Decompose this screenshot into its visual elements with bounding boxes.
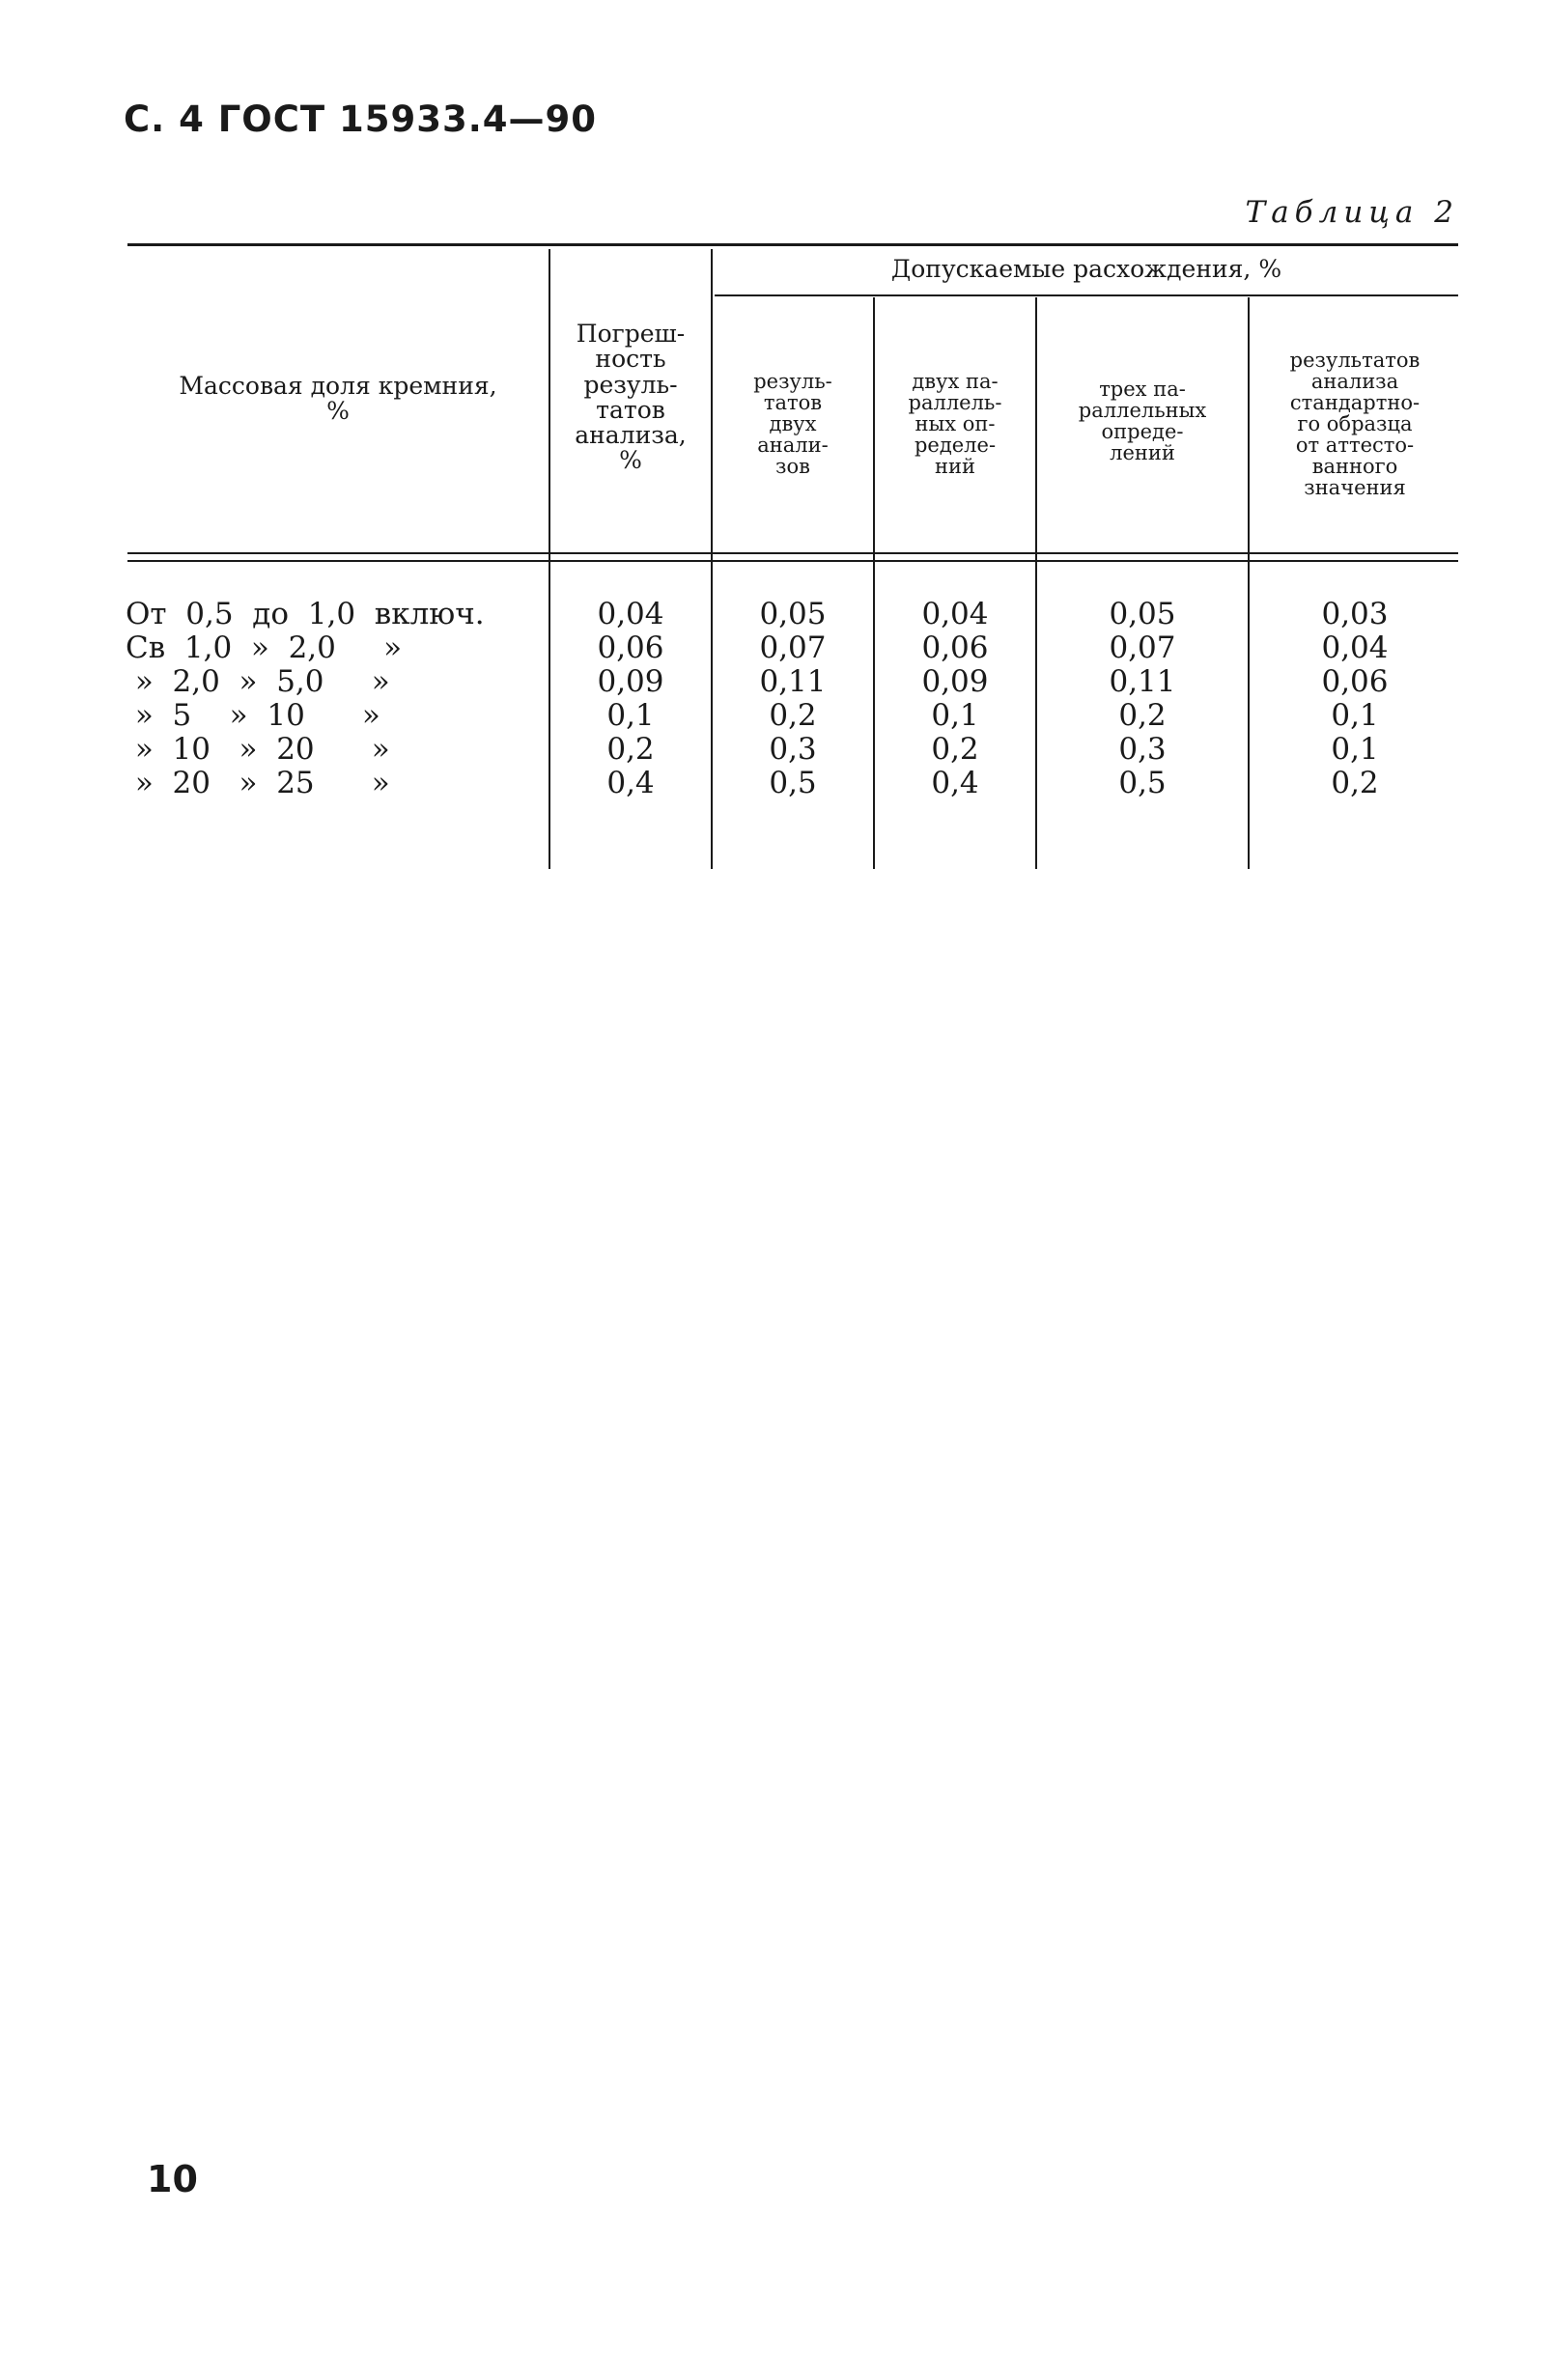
cell-standard-sample: 0,04 [1321,630,1389,665]
cell-two-analyses: 0,07 [759,630,827,665]
cell-error: 0,09 [597,664,664,699]
cell-two-analyses: 0,05 [759,597,827,631]
group-header-rule [715,294,1458,296]
cell-standard-sample: 0,2 [1331,766,1379,800]
row-range: » 20 » 25 » [126,766,390,800]
cell-two-parallel: 0,1 [931,698,979,733]
header-two-parallel: двух па- раллель- ных оп- ределе- ний [908,370,1002,479]
cell-two-analyses: 0,2 [769,698,817,733]
row-range: » 10 » 20 » [126,732,390,767]
header-mass-fraction: Массовая доля кремния, % [179,372,497,426]
cell-three-parallel: 0,11 [1109,664,1176,699]
table-row [0,766,1548,799]
page-header-title: С. 4 ГОСТ 15933.4—90 [124,98,598,140]
header-two-analyses: резуль- татов двух анали- зов [753,370,832,479]
cell-error: 0,06 [597,630,664,665]
header-standard-sample: результатов анализа стандартно- го образца от аттесто- ванного значения [1289,349,1421,500]
cell-error: 0,1 [606,698,655,733]
table-row [0,698,1548,732]
table-row [0,630,1548,664]
cell-two-parallel: 0,2 [931,732,979,767]
cell-standard-sample: 0,06 [1321,664,1389,699]
cell-two-parallel: 0,4 [931,766,979,800]
cell-standard-sample: 0,1 [1331,698,1379,733]
table-body [0,597,1548,799]
row-range: » 5 » 10 » [126,698,380,733]
header-three-parallel: трех па- раллельных опреде- лений [1078,378,1207,465]
cell-two-parallel: 0,04 [921,597,989,631]
row-range: Св 1,0 » 2,0 » [126,630,403,665]
table-row [0,732,1548,766]
header-bottom-rule-1 [127,552,1458,554]
cell-error: 0,2 [606,732,655,767]
cell-two-analyses: 0,11 [759,664,827,699]
page-number: 10 [147,2158,198,2200]
cell-two-analyses: 0,3 [769,732,817,767]
header-group-allowed-discrepancies: Допускаемые расхождения, % [890,255,1282,283]
cell-three-parallel: 0,2 [1118,698,1167,733]
cell-error: 0,04 [597,597,664,631]
cell-two-parallel: 0,09 [921,664,989,699]
cell-three-parallel: 0,3 [1118,732,1167,767]
cell-three-parallel: 0,05 [1109,597,1176,631]
header-bottom-rule-2 [127,560,1458,562]
cell-three-parallel: 0,07 [1109,630,1176,665]
cell-two-parallel: 0,06 [921,630,989,665]
row-range: » 2,0 » 5,0 » [126,664,390,699]
row-range: От 0,5 до 1,0 включ. [126,597,485,631]
table-row [0,664,1548,698]
cell-three-parallel: 0,5 [1118,766,1167,800]
table-row [0,597,1548,630]
cell-error: 0,4 [606,766,655,800]
cell-two-analyses: 0,5 [769,766,817,800]
table-caption: Таблица 2 [1245,195,1459,230]
cell-standard-sample: 0,03 [1321,597,1389,631]
header-error: Погреш- ность резуль- татов анализа, % [575,320,687,475]
cell-standard-sample: 0,1 [1331,732,1379,767]
table-top-rule [127,243,1458,246]
